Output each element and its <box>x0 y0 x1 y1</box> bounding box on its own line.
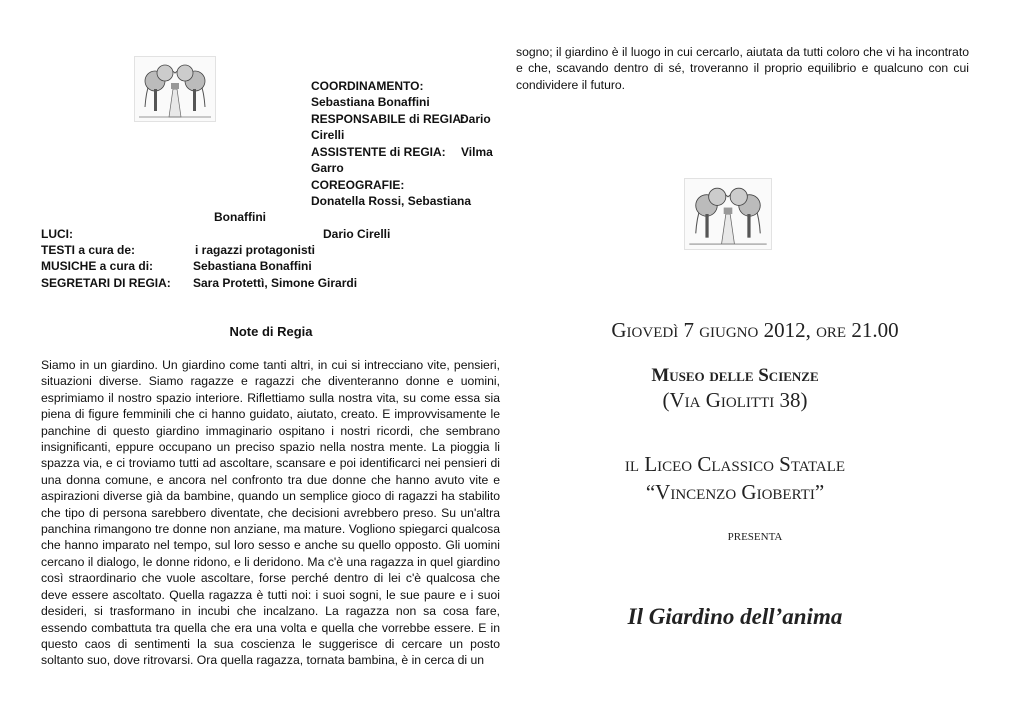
show-title: Il Giardino dell’anima <box>627 604 843 629</box>
credit-luci-label: LUCI: <box>41 227 73 241</box>
credit-coreografie-value-cont: Bonaffini <box>214 210 266 224</box>
credit-luci-value: Dario Cirelli <box>323 227 391 241</box>
credit-musiche-value: Sebastiana Bonaffini <box>193 259 312 273</box>
credit-testi-value: i ragazzi protagonisti <box>195 243 316 257</box>
credit-coreografie-label: COREOGRAFIE: <box>311 178 405 192</box>
credit-coordinamento-value: Sebastiana Bonaffini <box>311 95 430 109</box>
credit-coordinamento-label: COORDINAMENTO: <box>311 79 424 93</box>
credit-testi-label: TESTI a cura de: <box>41 243 136 257</box>
credit-assistente-value-cont: Garro <box>311 161 344 175</box>
credit-responsabile-value: Dario <box>460 112 491 126</box>
event-organizer: il Liceo Classico Statale <box>624 452 846 476</box>
credit-responsabile-value-cont: Cirelli <box>311 128 345 142</box>
notes-continuation: sogno; il giardino è il luogo in cui cercarlo, aiutata da tutti coloro che vi ha incontrato e che, scavando dentro di sé, troveranno il proprio equilibrio e qualcuno con cui condividere il futuro. <box>516 45 969 92</box>
event-date: Giovedì 7 giugno 2012, ore 21.00 <box>611 318 899 342</box>
event-venue: Museo delle Scienze <box>651 365 819 386</box>
notes-title: Note di Regia <box>229 324 313 339</box>
garden-illustration-icon <box>684 178 772 250</box>
event-organizer-name: “Vincenzo Gioberti” <box>645 480 825 504</box>
notes-body: Siamo in un giardino. Un giardino come tanti altri, in cui si intrecciano vite, pensieri, situazioni diverse. Siamo ragazze e ragazzi che diventeranno donne e uomini, esprimiamo il nostro spazio interiore. Riflettiamo sulla nostra vita, su come essa sia piena di figure femminili che ci hanno guidato, aiutato, creato. E improvvisamente le panchine di questo giardino immaginario ospitano i nostri ricordi, che sembrano insignificanti, eppure occupano un preciso spazio nella nostra mente. La pioggia li spazza via, e ci troviamo tutti ad ascoltare, scansare e poi identificarci nei pensieri di una donna comune, e ancora nel confronto tra due donne che hanno avuto vite e aspirazioni diverse già da bambine, quando un semplice gioco di ragazzi ha stabilito che tipo di persona sarebbero diventate, che decisioni avrebbero preso. Su un'altra panchina rimangono tre donne non anziane, ma mature. Vogliono spiegarci qualcosa che hanno imparato nel tempo, sul loro sesso e anche su quello opposto. Gli uomini cercano il dialogo, le donne ridono, e li deridono. Ma c'è una ragazza in quel giardino così straordinario che vuole ascoltare, forse perché dentro di lei c'è qualcosa che deve essere ascoltato. Quella ragazza è tutti noi: i suoi sogni, le sue paure e i suoi desideri, si trasformano in incubi che incalzano. La ragazza non sa cosa fare, essendo combattuta tra quella che era una volta e quella che vorrebbe essere. E in questo caos di sentimenti la sua coscienza le suggerisce di cercare un posto soltanto suo, dove ritrovarsi. Ora quella ragazza, tornata bambina, è in cerca di un <box>41 358 500 668</box>
credit-musiche-label: MUSICHE a cura di: <box>41 259 154 273</box>
credit-segretari-value: Sara Protettì, Simone Girardi <box>193 276 358 290</box>
event-presents: presenta <box>727 528 783 544</box>
credit-segretari-label: SEGRETARI DI REGIA: <box>41 276 171 290</box>
credit-assistente-value: Vilma <box>461 145 493 159</box>
credit-assistente-label: ASSISTENTE di REGIA: <box>311 145 446 159</box>
credit-responsabile-label: RESPONSABILE di REGIA: <box>311 112 466 126</box>
event-address: (Via Giolitti 38) <box>662 388 808 412</box>
garden-illustration-icon <box>134 56 216 122</box>
credit-coreografie-value: Donatella Rossi, Sebastiana <box>311 194 472 208</box>
